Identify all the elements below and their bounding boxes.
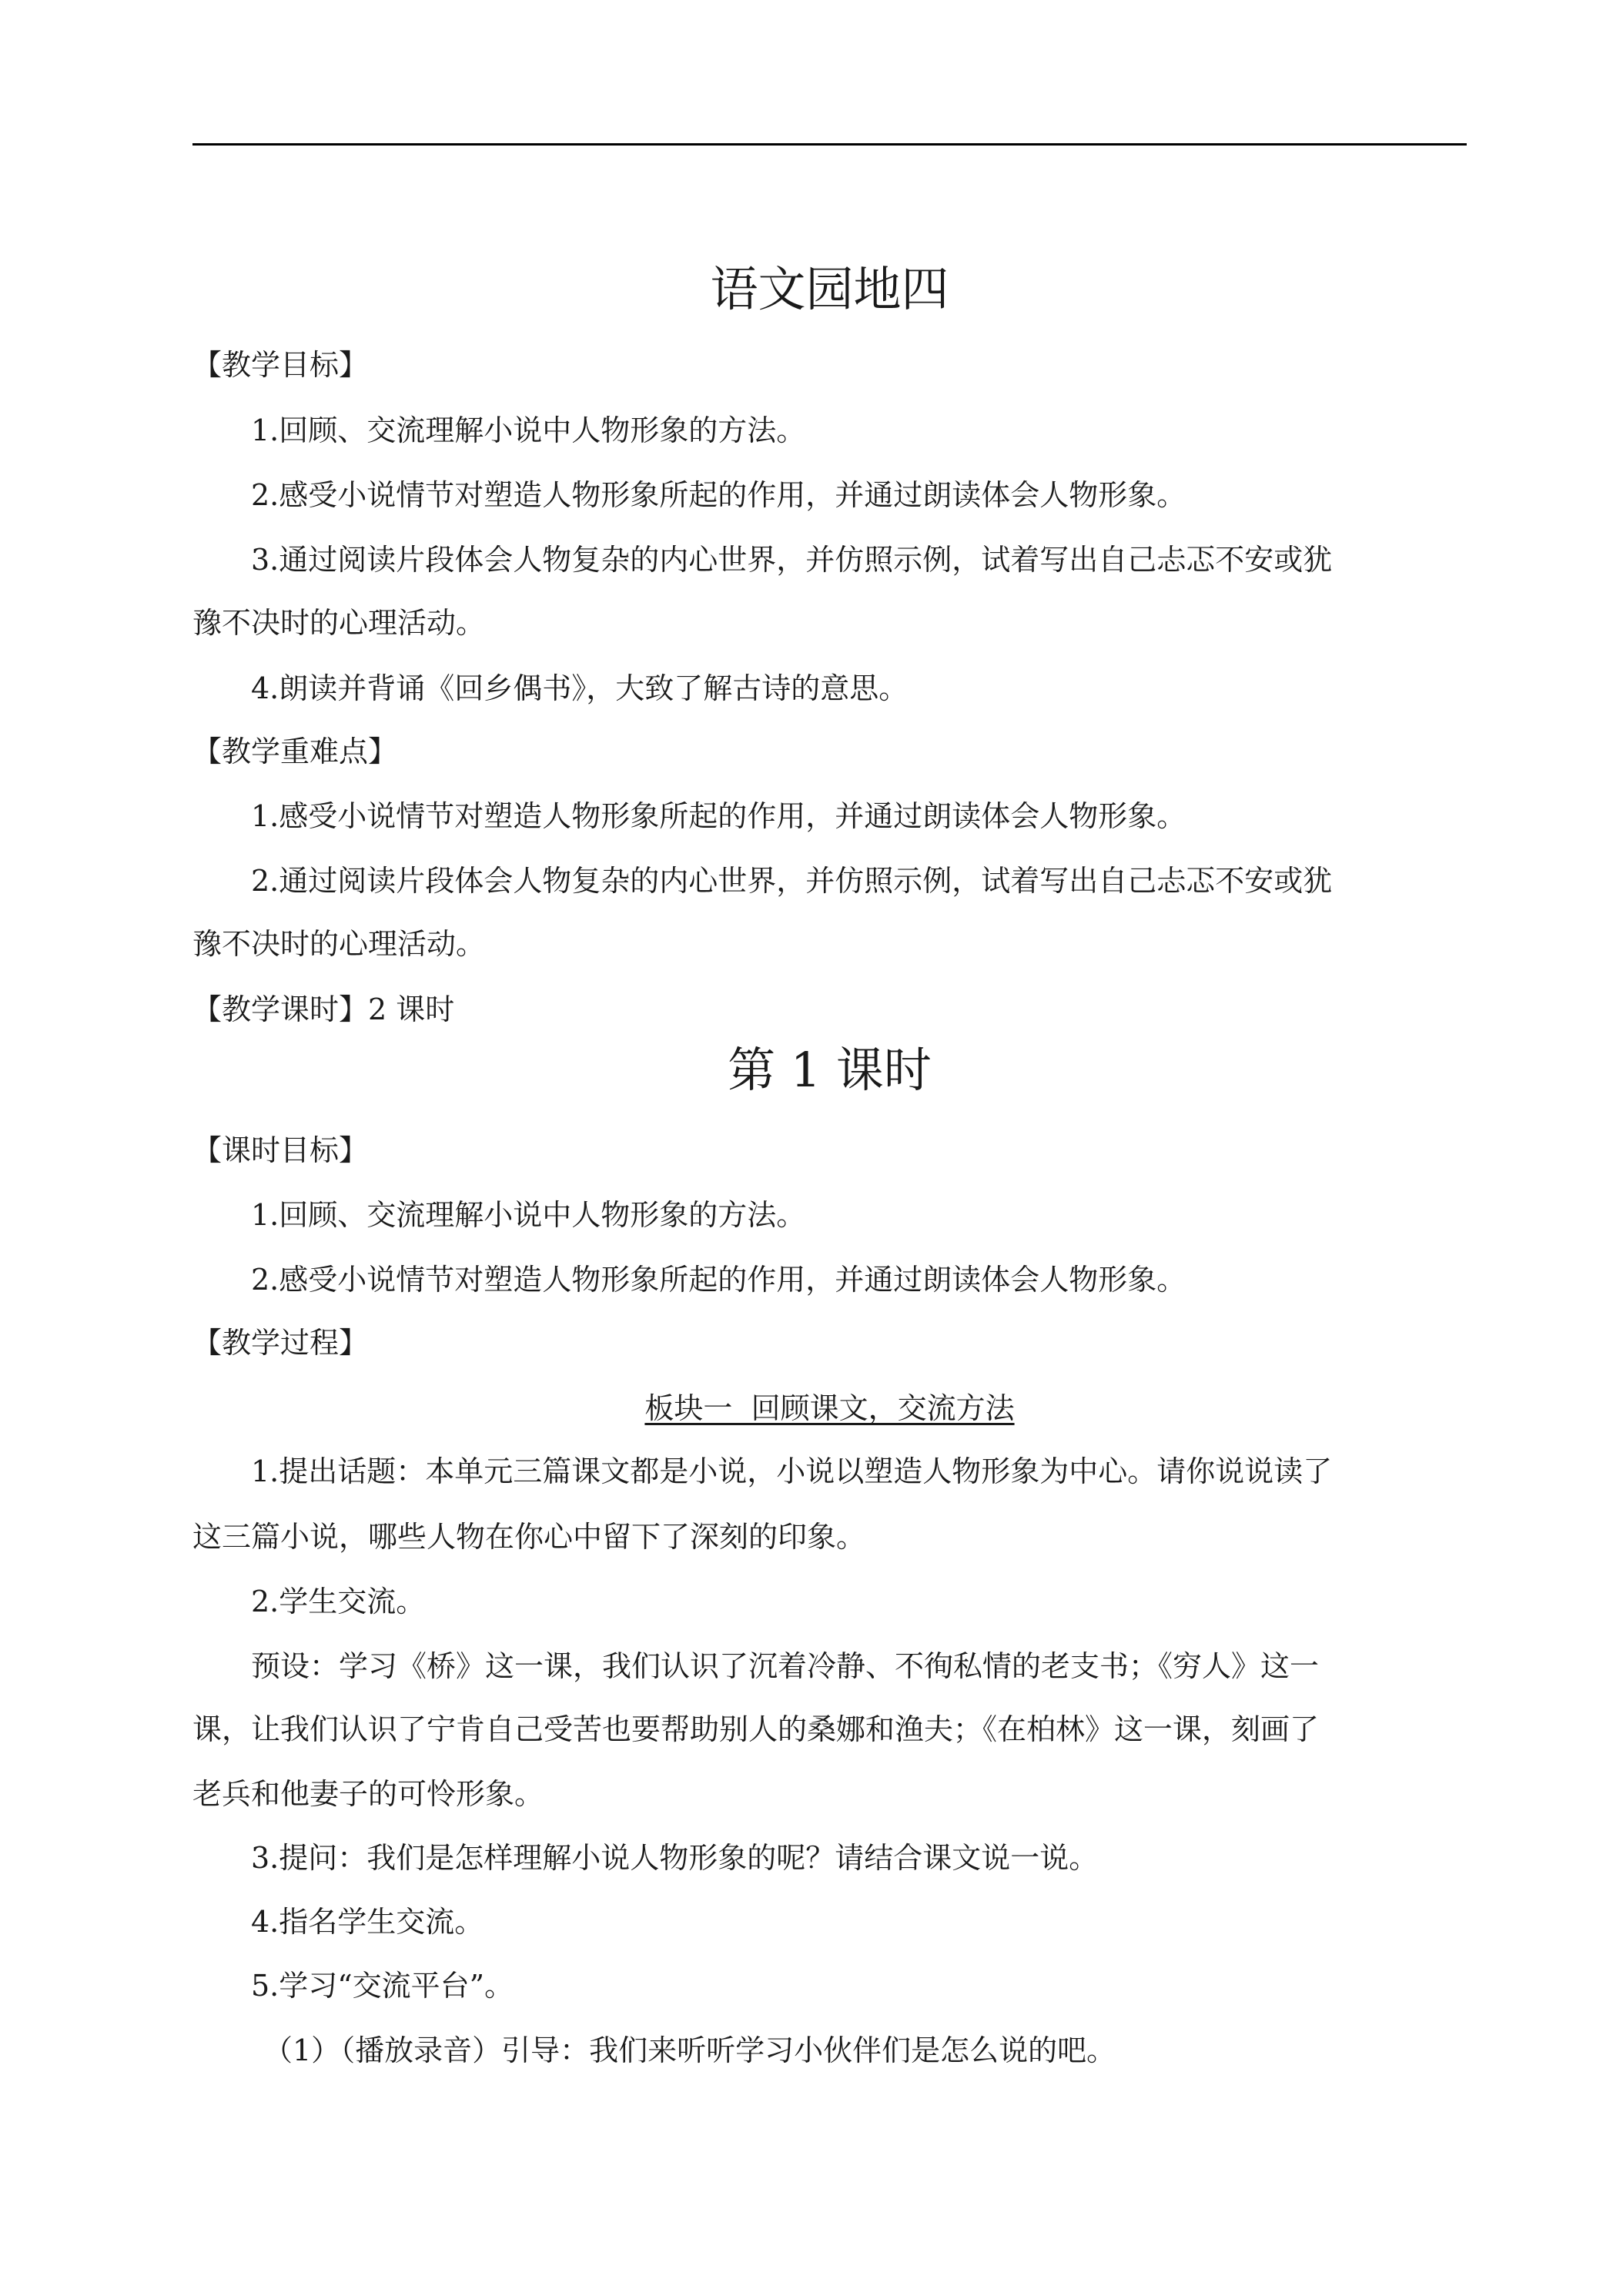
objectives-heading: 【教学目标】 [192, 348, 369, 382]
preset-line-1: 预设：学习《桥》这一课，我们认识了沉着冷静、不徇私情的老支书；《穷人》这一 [251, 1649, 1320, 1683]
lesson-objectives-heading: 【课时目标】 [192, 1133, 369, 1167]
objective-2: 2.感受小说情节对塑造人物形象所起的作用，并通过朗读体会人物形象。 [251, 478, 1186, 512]
key-point-2-line-1: 2.通过阅读片段体会人物复杂的内心世界，并仿照示例，试着写出自己忐忑不安或犹 [251, 864, 1333, 898]
objective-3-line-1: 3.通过阅读片段体会人物复杂的内心世界，并仿照示例，试着写出自己忐忑不安或犹 [251, 543, 1333, 577]
step-4: 4.指名学生交流。 [251, 1905, 484, 1939]
objective-3-line-2: 豫不决时的心理活动。 [192, 606, 486, 640]
objective-1: 1.回顾、交流理解小说中人物形象的方法。 [251, 413, 806, 447]
page-title: 语文园地四 [710, 261, 949, 317]
step-5: 5.学习“交流平台”。 [251, 1969, 514, 2003]
key-points-heading: 【教学重难点】 [192, 735, 398, 768]
step-5-sub-1: （1）（播放录音）引导：我们来听听学习小伙伴们是怎么说的吧。 [263, 2033, 1116, 2067]
key-point-2-line-2: 豫不决时的心理活动。 [192, 927, 486, 961]
key-point-1: 1.感受小说情节对塑造人物形象所起的作用，并通过朗读体会人物形象。 [251, 799, 1186, 833]
section-title: 板块一 回顾课文，交流方法 [644, 1391, 1015, 1425]
preset-line-3: 老兵和他妻子的可怜形象。 [192, 1777, 544, 1811]
lesson-1-title: 第 1 课时 [728, 1042, 932, 1098]
class-hours: 【教学课时】2 课时 [192, 992, 455, 1026]
step-3: 3.提问：我们是怎样理解小说人物形象的呢？请结合课文说一说。 [251, 1841, 1099, 1875]
step-1-line-1: 1.提出话题：本单元三篇课文都是小说，小说以塑造人物形象为中心。请你说说读了 [251, 1454, 1333, 1488]
step-2: 2.学生交流。 [251, 1585, 426, 1618]
header-rule [192, 143, 1467, 146]
preset-line-2: 课，让我们认识了宁肯自己受苦也要帮助别人的桑娜和渔夫；《在柏林》这一课，刻画了 [192, 1712, 1320, 1746]
lesson-objective-1: 1.回顾、交流理解小说中人物形象的方法。 [251, 1198, 806, 1232]
step-1-line-2: 这三篇小说，哪些人物在你心中留下了深刻的印象。 [192, 1520, 866, 1554]
objective-4: 4.朗读并背诵《回乡偶书》，大致了解古诗的意思。 [251, 671, 909, 705]
lesson-objective-2: 2.感受小说情节对塑造人物形象所起的作用，并通过朗读体会人物形象。 [251, 1263, 1186, 1297]
process-heading: 【教学过程】 [192, 1326, 369, 1360]
